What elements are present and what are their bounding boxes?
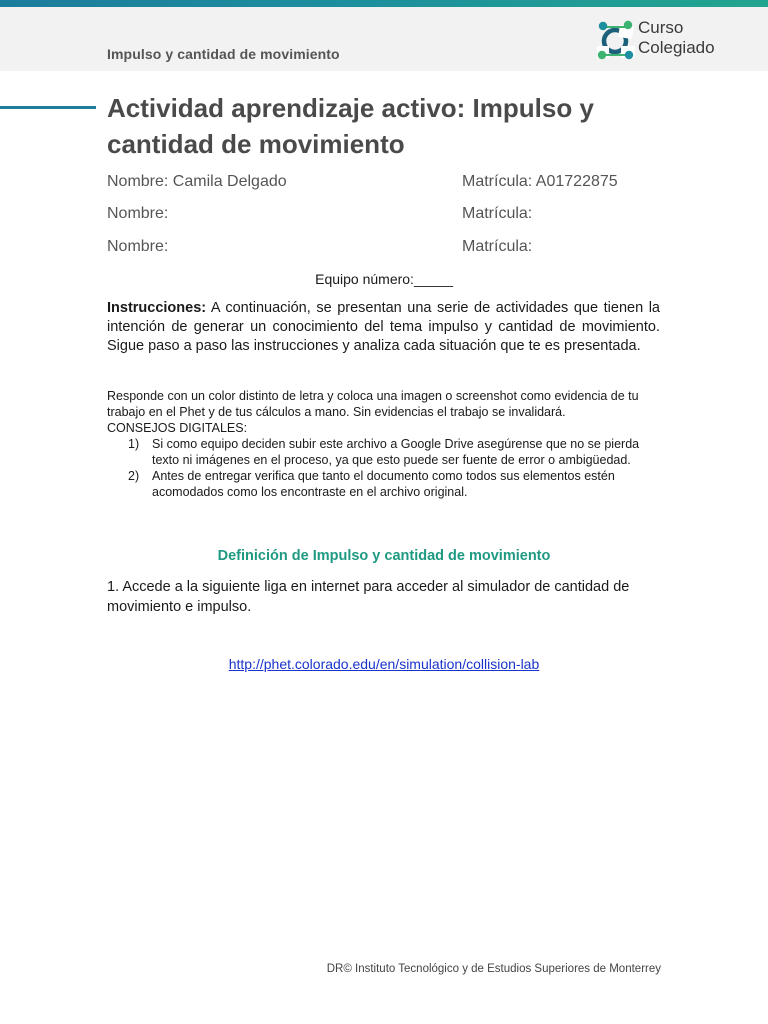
running-header-title: Impulso y cantidad de movimiento [107, 46, 340, 62]
instructions-label: Instrucciones: [107, 300, 207, 316]
logo-text-line1: Curso [638, 18, 684, 37]
list-item-number: 2) [128, 469, 140, 483]
evidence-notes [107, 388, 667, 500]
evidence-note: Responde con un color distinto de letra y coloca una imagen o screenshot como evidencia de tu trabajo en el Phet y de tus cálculos a mano. Sin evidencias el trabajo se invalidará. [107, 389, 639, 419]
logo-wordmark [638, 18, 715, 58]
team-number-field[interactable]: Equipo número:_____ [315, 271, 453, 287]
list-item-text: Antes de entregar verifica que tanto el documento como todos sus elementos estén acomodados como los encontraste en el archivo original. [152, 469, 615, 499]
document-title: Actividad aprendizaje activo: Impulso y cantidad de movimiento [107, 93, 594, 159]
student-id-field[interactable]: Matrícula: [462, 238, 533, 255]
tips-list [107, 436, 667, 500]
student-id-field[interactable]: Matrícula: [462, 205, 533, 222]
title-accent-line [0, 106, 96, 109]
student-row [107, 205, 667, 227]
logo-text-line2: Colegiado [638, 38, 715, 57]
student-row [107, 173, 667, 195]
page-footer: DR© Instituto Tecnológico y de Estudios Superiores de Monterrey [326, 963, 661, 975]
list-item [107, 468, 652, 500]
curso-colegiado-logo [597, 18, 768, 62]
student-name-field[interactable]: Nombre: Camila Delgado [107, 173, 287, 190]
tips-heading: CONSEJOS DIGITALES: [107, 421, 248, 435]
phet-simulation-link[interactable]: http://phet.colorado.edu/en/simulation/collision-lab [228, 656, 540, 672]
student-name-field[interactable]: Nombre: [107, 205, 169, 222]
connected-nodes-icon [597, 20, 635, 60]
list-item [107, 436, 652, 468]
instructions-text: A continuación, se presentan una serie de actividades que tienen la intención de generar un conocimiento del tema impulso y cantidad de movimiento. Sigue paso a paso las instrucciones y analiza cada situación que te es presentada. [107, 300, 660, 354]
student-id-field[interactable]: Matrícula: A01722875 [462, 173, 618, 190]
section-heading: Definición de Impulso y cantidad de movimiento [217, 548, 551, 564]
simulation-link-container [0, 656, 768, 672]
list-item-number: 1) [128, 437, 140, 451]
top-color-stripe [0, 0, 768, 7]
student-name-field[interactable]: Nombre: [107, 238, 169, 255]
list-item-text: Si como equipo deciden subir este archivo a Google Drive asegúrense que no se pierda texto ni imágenes en el proceso, ya que esto puede ser fuente de error o ambigüedad. [152, 437, 640, 467]
step-1-text: 1. Accede a la siguiente liga en internet para acceder al simulador de cantidad de movimiento e impulso. [107, 579, 630, 615]
instructions-paragraph [107, 299, 660, 356]
student-row [107, 238, 667, 260]
